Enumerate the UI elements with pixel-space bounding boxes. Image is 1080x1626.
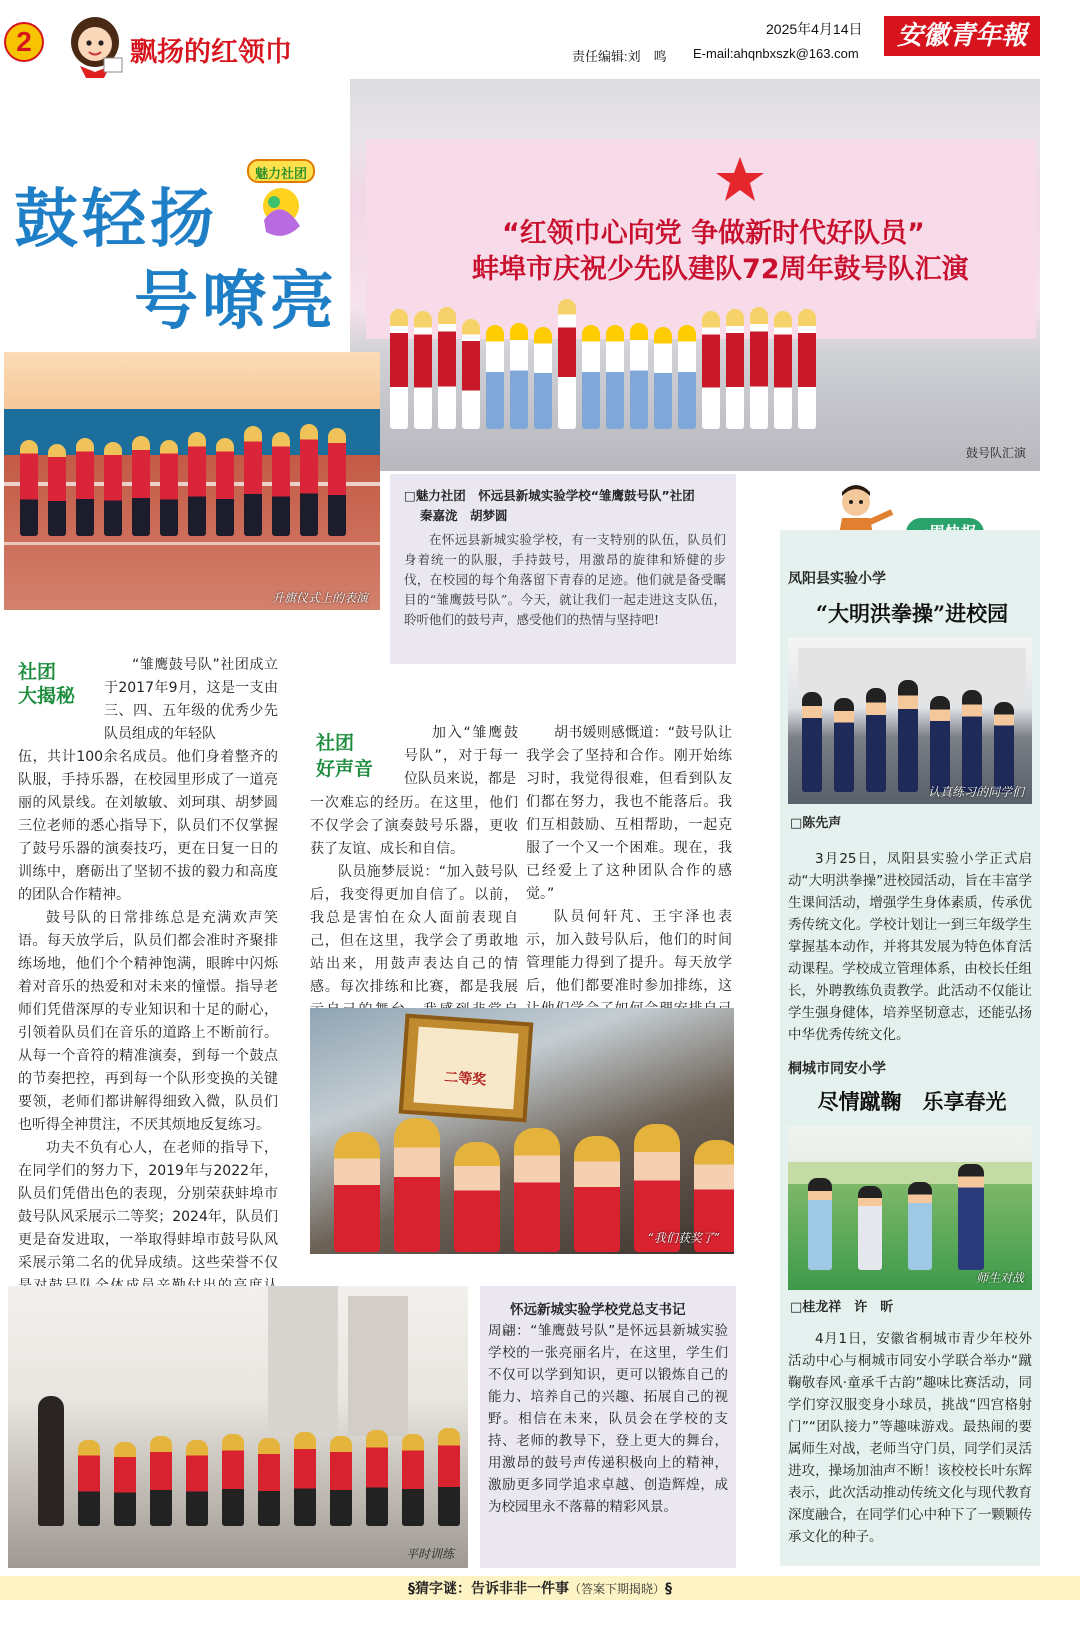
bus-photo-award bbox=[310, 1008, 734, 1254]
secret-label bbox=[18, 660, 108, 708]
voices-label-line-1: 社团 bbox=[316, 732, 355, 754]
masthead: 安徽青年報 bbox=[884, 16, 1040, 56]
club-badge-text: 魅力社团 bbox=[254, 167, 307, 182]
footer-hint: （答案下期揭晓） bbox=[568, 1582, 665, 1596]
principal-text: 周翩：“雏鹰鼓号队”是怀远县新城实验学校的一张亮丽名片，在这里，学生们不仅可以学到知识，更可以锻炼自己的能力、培养自己的兴趣、拓展自己的视野。相信在未来，队员会在学校的支持、老师的教导下，登上更大的舞台，用激昂的鼓号声传递积极向上的精神，激励更多同学追求卓越、创造辉煌，成为校园里永不落幕的精彩风景。 bbox=[488, 1323, 728, 1515]
story2-photo bbox=[788, 1126, 1032, 1290]
column-mascot bbox=[66, 14, 124, 78]
story1-photo-caption: 认真练习的同学们 bbox=[927, 785, 1024, 799]
editor-email: E-mail:ahqnbxszk@163.com bbox=[693, 46, 859, 61]
girl-mascot-icon bbox=[66, 14, 124, 78]
intro-byline-2: 秦嘉泷 胡梦圆 bbox=[420, 508, 508, 523]
secret-label-line-1: 社团 bbox=[18, 661, 57, 683]
story2-byline: □桂龙祥 许 昕 bbox=[790, 1300, 894, 1315]
left-photo-caption: 升旗仪式上的表演 bbox=[271, 591, 368, 605]
voices-paragraph-2: 队员施梦辰说：“加入鼓号队后，我变得更加自信了。以前，我总是害怕在众人面前表现自己，但在这里，我学会了勇敢地站出来，用鼓声表达自己的情感。每次排练和比赛，都是我展 bbox=[310, 864, 518, 995]
drum-team bbox=[20, 424, 346, 536]
headline-line-2: 号嘹亮 bbox=[134, 265, 338, 339]
sidebar-panel bbox=[780, 530, 1040, 1566]
main-photo-caption: 鼓号队汇演 bbox=[965, 446, 1026, 460]
main-photo-drum-performance bbox=[350, 79, 1040, 471]
award-plaque-text: 二等奖 bbox=[443, 1069, 487, 1089]
voices-paragraph-3: 胡书媛则感慨道：“鼓号队让我学会了坚持和合作。刚开始练习时，我觉得很难，但看到队友们都在努力，我也不能落后。我们互相鼓励、互相帮助，一起克服了一个又一个困难。现在，我已经爱上了这种团队合作的感觉。” bbox=[526, 725, 732, 902]
secret-lead-paragraph: “雏鹰鼓号队”社团成立于2017年9月，这是一支由三、四、五年级的优秀少先队员组成的年轻队 bbox=[104, 657, 278, 742]
story1-text: 3月25日，凤阳县实验小学正式启动“大明洪拳操”进校园活动，旨在丰富学生课间活动，增强学生身体素质，传承优秀传统文化。学校计划让一到三年级学生掌握基本动作，并将其发展为特色体育活动课程。学校成立管理体系，由校长任组长，外聘教练负责教学。此活动不仅能让学生强身健体，培养坚韧意志，还能弘扬中华优秀传统文化。 bbox=[788, 851, 1032, 1043]
story1-byline: □陈先声 bbox=[790, 816, 842, 831]
page-number: 2 bbox=[16, 26, 32, 57]
left-photo-flag-ceremony bbox=[4, 352, 380, 610]
column-title: 飘扬的红领巾 bbox=[130, 37, 292, 68]
footer-riddle: §猜字谜：告诉非非一件事 bbox=[407, 1581, 569, 1597]
story2-text: 4月1日，安徽省桐城市青少年校外活动中心与桐城市同安小学联合举办“蹴鞠敬春风·童承千古韵”趣味比赛活动，同学们穿汉服变身小球员，挑战“四宫格射门”“团队接力”等趣味游戏。最热闹的要属师生对战，老师当守门员，同学们灵活进攻，操场加油声不断！该校校长叶东辉表示，此次活动推动传统文化与现代教育深度融合，在同学们心中种下了一颗颗传承文化的种子。 bbox=[788, 1331, 1032, 1545]
story2-school: 桐城市同安小学 bbox=[788, 1061, 886, 1077]
story1-headline: “大明洪拳操”进校园 bbox=[815, 601, 1009, 626]
issue-date: 2025年4月14日 bbox=[766, 21, 863, 37]
secret-paragraph-2: 鼓号队的日常排练总是充满欢声笑语。每天放学后，队员们都会准时齐聚排练场地，他们个个精神饱满，眼眸中闪烁着对音乐的热爱和对未来的憧憬。指导老师们凭借深厚的专业知识和十足的耐心，引领着队员们在音乐的道路上不断前行。从每一个音符的精准演奏，到每一个鼓点的节奏把控，再到每一个队形变换的关键要领，老师们都讲解得细致入微，队员们也听得全神贯注，不厌其烦地反复练习。 bbox=[18, 910, 278, 1133]
page-number-badge bbox=[4, 22, 44, 62]
footer-bar bbox=[0, 1576, 1080, 1600]
pioneer-torch-icon bbox=[710, 149, 770, 209]
training-students bbox=[38, 1396, 460, 1526]
story2-players bbox=[808, 1164, 984, 1270]
secret-paragraph-3: 功夫不负有心人，在老师的指导下，在同学们的努力下，2019年与2022年，队员们凭借出色的表现，分别荣获蚌埠市鼓号队风采展示二等奖；2024年，队员们更是奋发进取，一举取得蚌埠市鼓号队风采展示第二名的优异成绩。这些荣誉不仅 bbox=[18, 1140, 278, 1271]
voices-label bbox=[316, 730, 406, 782]
story1-photo bbox=[788, 638, 1032, 804]
editor-credit: 责任编辑:刘 鸣 bbox=[572, 49, 667, 64]
banner-line-2: 蚌埠市庆祝少先队建队72周年鼓号队汇演 bbox=[472, 254, 969, 285]
principal-lead: 怀远新城实验学校党总支书记 bbox=[510, 1302, 686, 1318]
story1-students bbox=[802, 680, 1014, 792]
banner-line-1: “红领巾心向党 争做新时代好队员” bbox=[502, 218, 925, 249]
voices-lead-paragraph: 加入“雏鹰鼓号队”，对于每一位队员来说，都是 bbox=[404, 725, 518, 787]
headline-line-1: 鼓轻扬 bbox=[14, 183, 218, 257]
intro-text: 在怀远县新城实验学校，有一支特别的队伍，队员们身着统一的队服，手持鼓号，用激昂的旋律和矫健的步伐，在校园的每个角落留下青春的足迹。他们就是备受瞩目的“雏鹰鼓号队”。今天，就让我们一起走进这支队伍，聆听他们的鼓号声，感受他们的热情与坚持吧! bbox=[404, 532, 726, 627]
bottom-photo-caption: 平时训练 bbox=[405, 1547, 454, 1561]
bottom-photo-training bbox=[8, 1286, 468, 1568]
voices-paragraph-1: 一次难忘的经历。在这里，他们不仅学会了演奏鼓号乐器，更收获了友谊、成长和自信。 bbox=[310, 795, 518, 857]
secret-label-line-2: 大揭秘 bbox=[18, 685, 76, 707]
footer-end: § bbox=[665, 1581, 672, 1597]
intro-box bbox=[390, 474, 736, 664]
story2-headline: 尽情蹴鞠 乐享春光 bbox=[817, 1089, 1007, 1114]
club-badge bbox=[244, 156, 318, 242]
principal-box bbox=[480, 1286, 736, 1568]
intro-byline-1: □魅力社团 怀远县新城实验学校“雏鹰鼓号队”社团 bbox=[404, 488, 695, 503]
secret-article bbox=[18, 746, 278, 1321]
performers bbox=[390, 299, 816, 429]
award-plaque bbox=[399, 1014, 534, 1123]
story1-school: 凤阳县实验小学 bbox=[788, 571, 886, 587]
voices-paragraph-4: 队员何轩芃、王宇泽也表示，加入鼓号队后，他们的时间管理能力得到了提升。每天放学后，他们都要准时参加排练，这 bbox=[526, 909, 732, 994]
secret-paragraph-1: 伍，共计100余名成员。他们身着整齐的队服，手持乐器，在校园里形成了一道亮丽的风景线。在刘敏敏、刘珂琪、胡梦圆三位老师的悉心指导下，队员们不仅掌握了鼓号乐器的演奏技巧，更在日复一日的训练中，磨砺出了坚韧不拔的毅力和高度的团队合作精神。 bbox=[18, 749, 278, 903]
voices-label-line-2: 好声音 bbox=[316, 758, 374, 780]
story2-photo-caption: 师生对战 bbox=[975, 1271, 1024, 1285]
bus-photo-caption: “我们获奖了” bbox=[647, 1231, 720, 1245]
